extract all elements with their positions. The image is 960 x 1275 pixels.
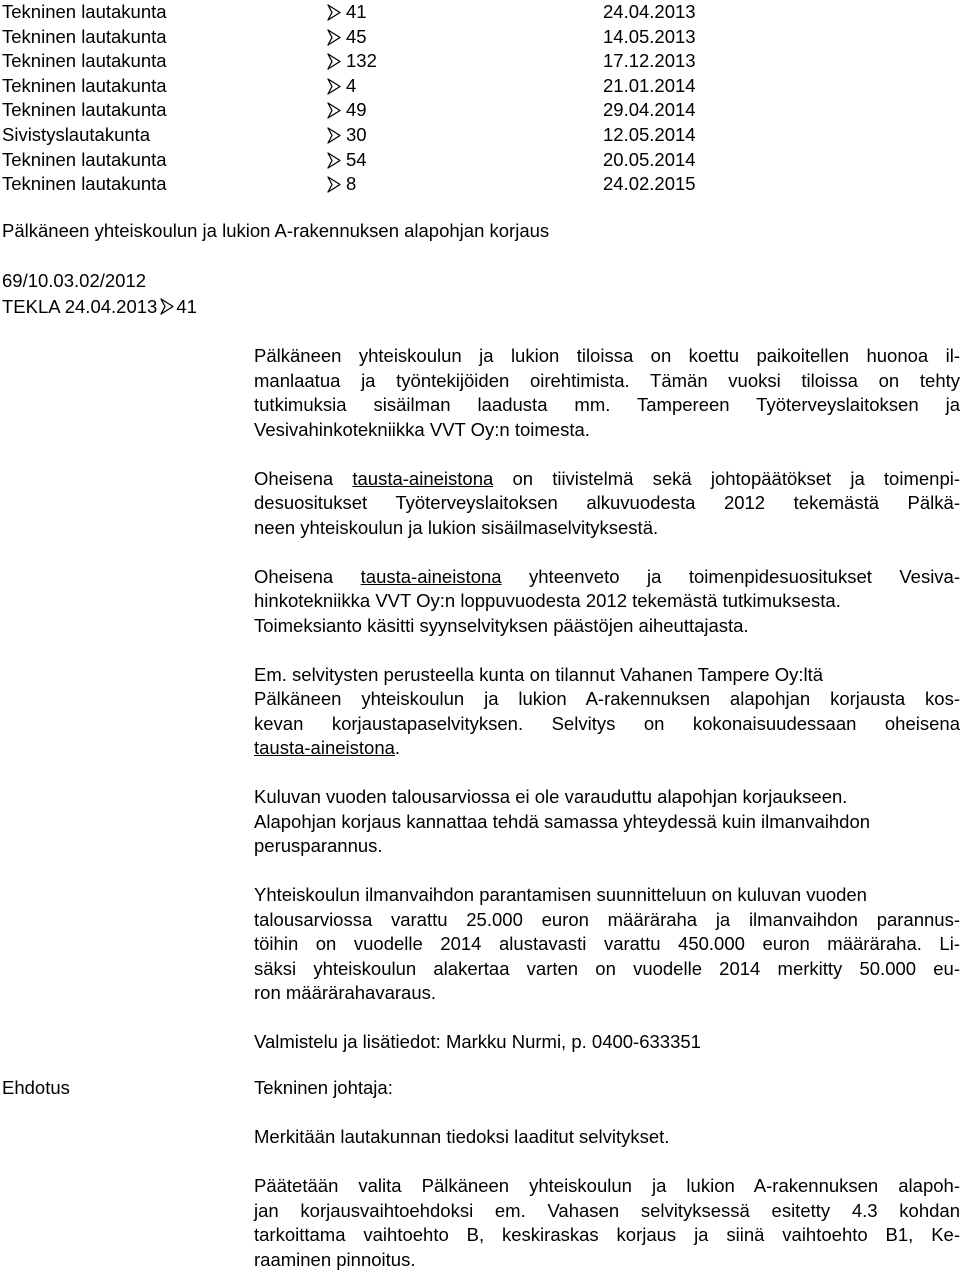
arrow-right-icon xyxy=(327,53,341,70)
history-row xyxy=(0,172,960,197)
text-line: Vesivahinkotekniikka VVT Oy:n toimesta. xyxy=(254,418,590,440)
arrow-right-icon xyxy=(327,78,341,95)
arrow-right-icon xyxy=(327,127,341,144)
text-line: Pälkäneen yhteiskoulun ja lukion tiloissa on koettu paikoitellen huonoa il- xyxy=(254,345,960,366)
reference-row xyxy=(2,295,197,320)
history-board: Tekninen lautakunta xyxy=(2,1,167,22)
attachment-link[interactable]: tausta-aineistona xyxy=(254,737,395,758)
history-date: 24.02.2015 xyxy=(603,173,696,195)
text-fragment: on tiivistelmä sekä johtopäätökset ja toimenpi- xyxy=(493,467,960,489)
text-line: raaminen pinnoitus. xyxy=(254,1248,416,1270)
proposal-label: Ehdotus xyxy=(2,1077,70,1098)
text-line: säksi yhteiskoulun alakertaa varten on vuodelle 2014 merkitty 50.000 eu- xyxy=(254,957,960,979)
history-board: Tekninen lautakunta xyxy=(2,25,167,47)
text-line: perusparannus. xyxy=(254,835,383,856)
history-number: 132 xyxy=(346,50,377,72)
history-number: 30 xyxy=(346,123,367,145)
text-line: neen yhteiskoulun ja lukion sisäilmaselvityksestä. xyxy=(254,516,659,538)
history-board: Tekninen lautakunta xyxy=(2,99,167,121)
text-line: Alapohjan korjaus kannattaa tehdä samassa yhteydessä kuin ilmanvaihdon xyxy=(254,810,871,832)
history-number: 8 xyxy=(346,173,357,195)
text-line: desuositukset Työterveyslaitoksen alkuvuodesta 2012 tekemästä Pälkä- xyxy=(254,492,960,513)
paragraph-occupational-health xyxy=(254,467,960,541)
history-number: 54 xyxy=(346,148,367,170)
text-fragment: Oheisena xyxy=(254,467,353,489)
text-line xyxy=(254,736,960,761)
text-line: Päätetään valita Pälkäneen yhteiskoulun ja lukion A-rakennuksen alapoh- xyxy=(254,1175,960,1196)
proposal-proposer xyxy=(254,1076,960,1101)
history-date: 20.05.2014 xyxy=(603,148,696,170)
text-line: tarkoittama vaihtoehto B, keskiraskas korjaus ja siinä vaihtoehto B1, Ke- xyxy=(254,1224,960,1245)
reference-prefix: TEKLA 24.04.2013 xyxy=(2,296,158,317)
history-row xyxy=(0,25,960,50)
proposal-body xyxy=(254,1076,960,1275)
text-line: kevan korjaustapaselvityksen. Selvitys on kokonaisuudessaan oheisena xyxy=(254,712,960,734)
proposer-line: Tekninen johtaja: xyxy=(254,1077,393,1098)
text-line: Pälkäneen yhteiskoulun ja lukion A-rakennuksen alapohjan korjausta kos- xyxy=(254,688,960,709)
history-row xyxy=(0,49,960,74)
text-fragment: yhteenveto ja toimenpidesuositukset Vesiva- xyxy=(501,565,960,587)
arrow-right-icon xyxy=(327,152,341,169)
paragraph-ventilation xyxy=(254,883,960,1006)
text-fragment: Oheisena xyxy=(254,565,361,587)
proposal-paragraph-1 xyxy=(254,1125,960,1150)
text-line: talousarviossa varattu 25.000 euron määräraha ja ilmanvaihdon parannus- xyxy=(254,908,960,930)
text-line xyxy=(254,565,960,590)
contact-line: Valmistelu ja lisätiedot: Markku Nurmi, p. 0400-633351 xyxy=(254,1031,701,1052)
reference-number: 41 xyxy=(176,296,197,317)
history-board: Sivistyslautakunta xyxy=(2,123,151,145)
history-board: Tekninen lautakunta xyxy=(2,50,167,72)
history-number: 45 xyxy=(346,25,367,47)
history-number: 49 xyxy=(346,99,367,121)
attachment-link[interactable]: tausta-aineistona xyxy=(352,467,494,489)
text-line: Yhteiskoulun ilmanvaihdon parantamisen suunnitteluun on kuluvan vuoden xyxy=(254,884,867,905)
history-board: Tekninen lautakunta xyxy=(2,148,167,170)
history-date: 21.01.2014 xyxy=(603,74,696,96)
arrow-right-icon xyxy=(327,176,341,193)
paragraph-background xyxy=(254,344,960,442)
text-line: Em. selvitysten perusteella kunta on tilannut Vahanen Tampere Oy:ltä xyxy=(254,663,824,685)
text-line: ron määrärahavaraus. xyxy=(254,982,437,1003)
proposal-paragraph-2 xyxy=(254,1174,960,1272)
item-title: Pälkäneen yhteiskoulun ja lukion A-rakennuksen alapohjan korjaus xyxy=(2,220,550,241)
paragraph-vahanen-report xyxy=(254,663,960,761)
text-fragment: . xyxy=(394,737,401,758)
history-board: Tekninen lautakunta xyxy=(2,74,167,96)
text-line: manlaatua ja työntekijöiden oirehtimista. Tämän vuoksi tiloissa on tehty xyxy=(254,369,960,391)
history-date: 12.05.2014 xyxy=(603,123,696,145)
history-row xyxy=(0,74,960,99)
arrow-right-icon xyxy=(327,29,341,46)
history-date: 17.12.2013 xyxy=(603,50,696,72)
item-body xyxy=(254,344,960,1079)
history-date: 14.05.2013 xyxy=(603,25,696,47)
history-row xyxy=(0,148,960,173)
history-date: 29.04.2014 xyxy=(603,99,696,121)
paragraph-contact xyxy=(254,1030,960,1055)
diary-number: 69/10.03.02/2012 xyxy=(2,270,147,291)
attachment-link[interactable]: tausta-aineistona xyxy=(360,565,502,587)
history-table xyxy=(0,0,960,197)
text-line: Merkitään lautakunnan tiedoksi laaditut selvitykset. xyxy=(254,1126,670,1147)
text-line: Kuluvan vuoden talousarviossa ei ole varauduttu alapohjan korjaukseen. xyxy=(254,786,848,807)
paragraph-vvt-report xyxy=(254,565,960,639)
history-date: 24.04.2013 xyxy=(603,1,696,22)
text-line: jan korjausvaihtoehdoksi em. Vahasen selvityksessä esitetty 4.3 kohdan xyxy=(254,1199,960,1221)
history-number: 4 xyxy=(346,74,357,96)
history-row xyxy=(0,123,960,148)
arrow-right-icon xyxy=(327,4,341,21)
text-line: Toimeksianto käsitti syynselvityksen päästöjen aiheuttajasta. xyxy=(254,614,749,636)
history-board: Tekninen lautakunta xyxy=(2,173,167,195)
paragraph-budget xyxy=(254,785,960,859)
text-line: töihin on vuodelle 2014 alustavasti varattu 450.000 euron määräraha. Li- xyxy=(254,933,960,954)
arrow-right-icon xyxy=(327,102,341,119)
history-number: 41 xyxy=(346,1,367,22)
text-line xyxy=(254,467,960,492)
history-row xyxy=(0,98,960,123)
history-row xyxy=(0,0,960,25)
text-line: tutkimuksia sisäilman laadusta mm. Tampereen Työterveyslaitoksen ja xyxy=(254,394,960,415)
text-line: hinkotekniikka VVT Oy:n loppuvuodesta 2012 tekemästä tutkimuksesta. xyxy=(254,590,841,611)
arrow-right-icon xyxy=(160,298,174,315)
